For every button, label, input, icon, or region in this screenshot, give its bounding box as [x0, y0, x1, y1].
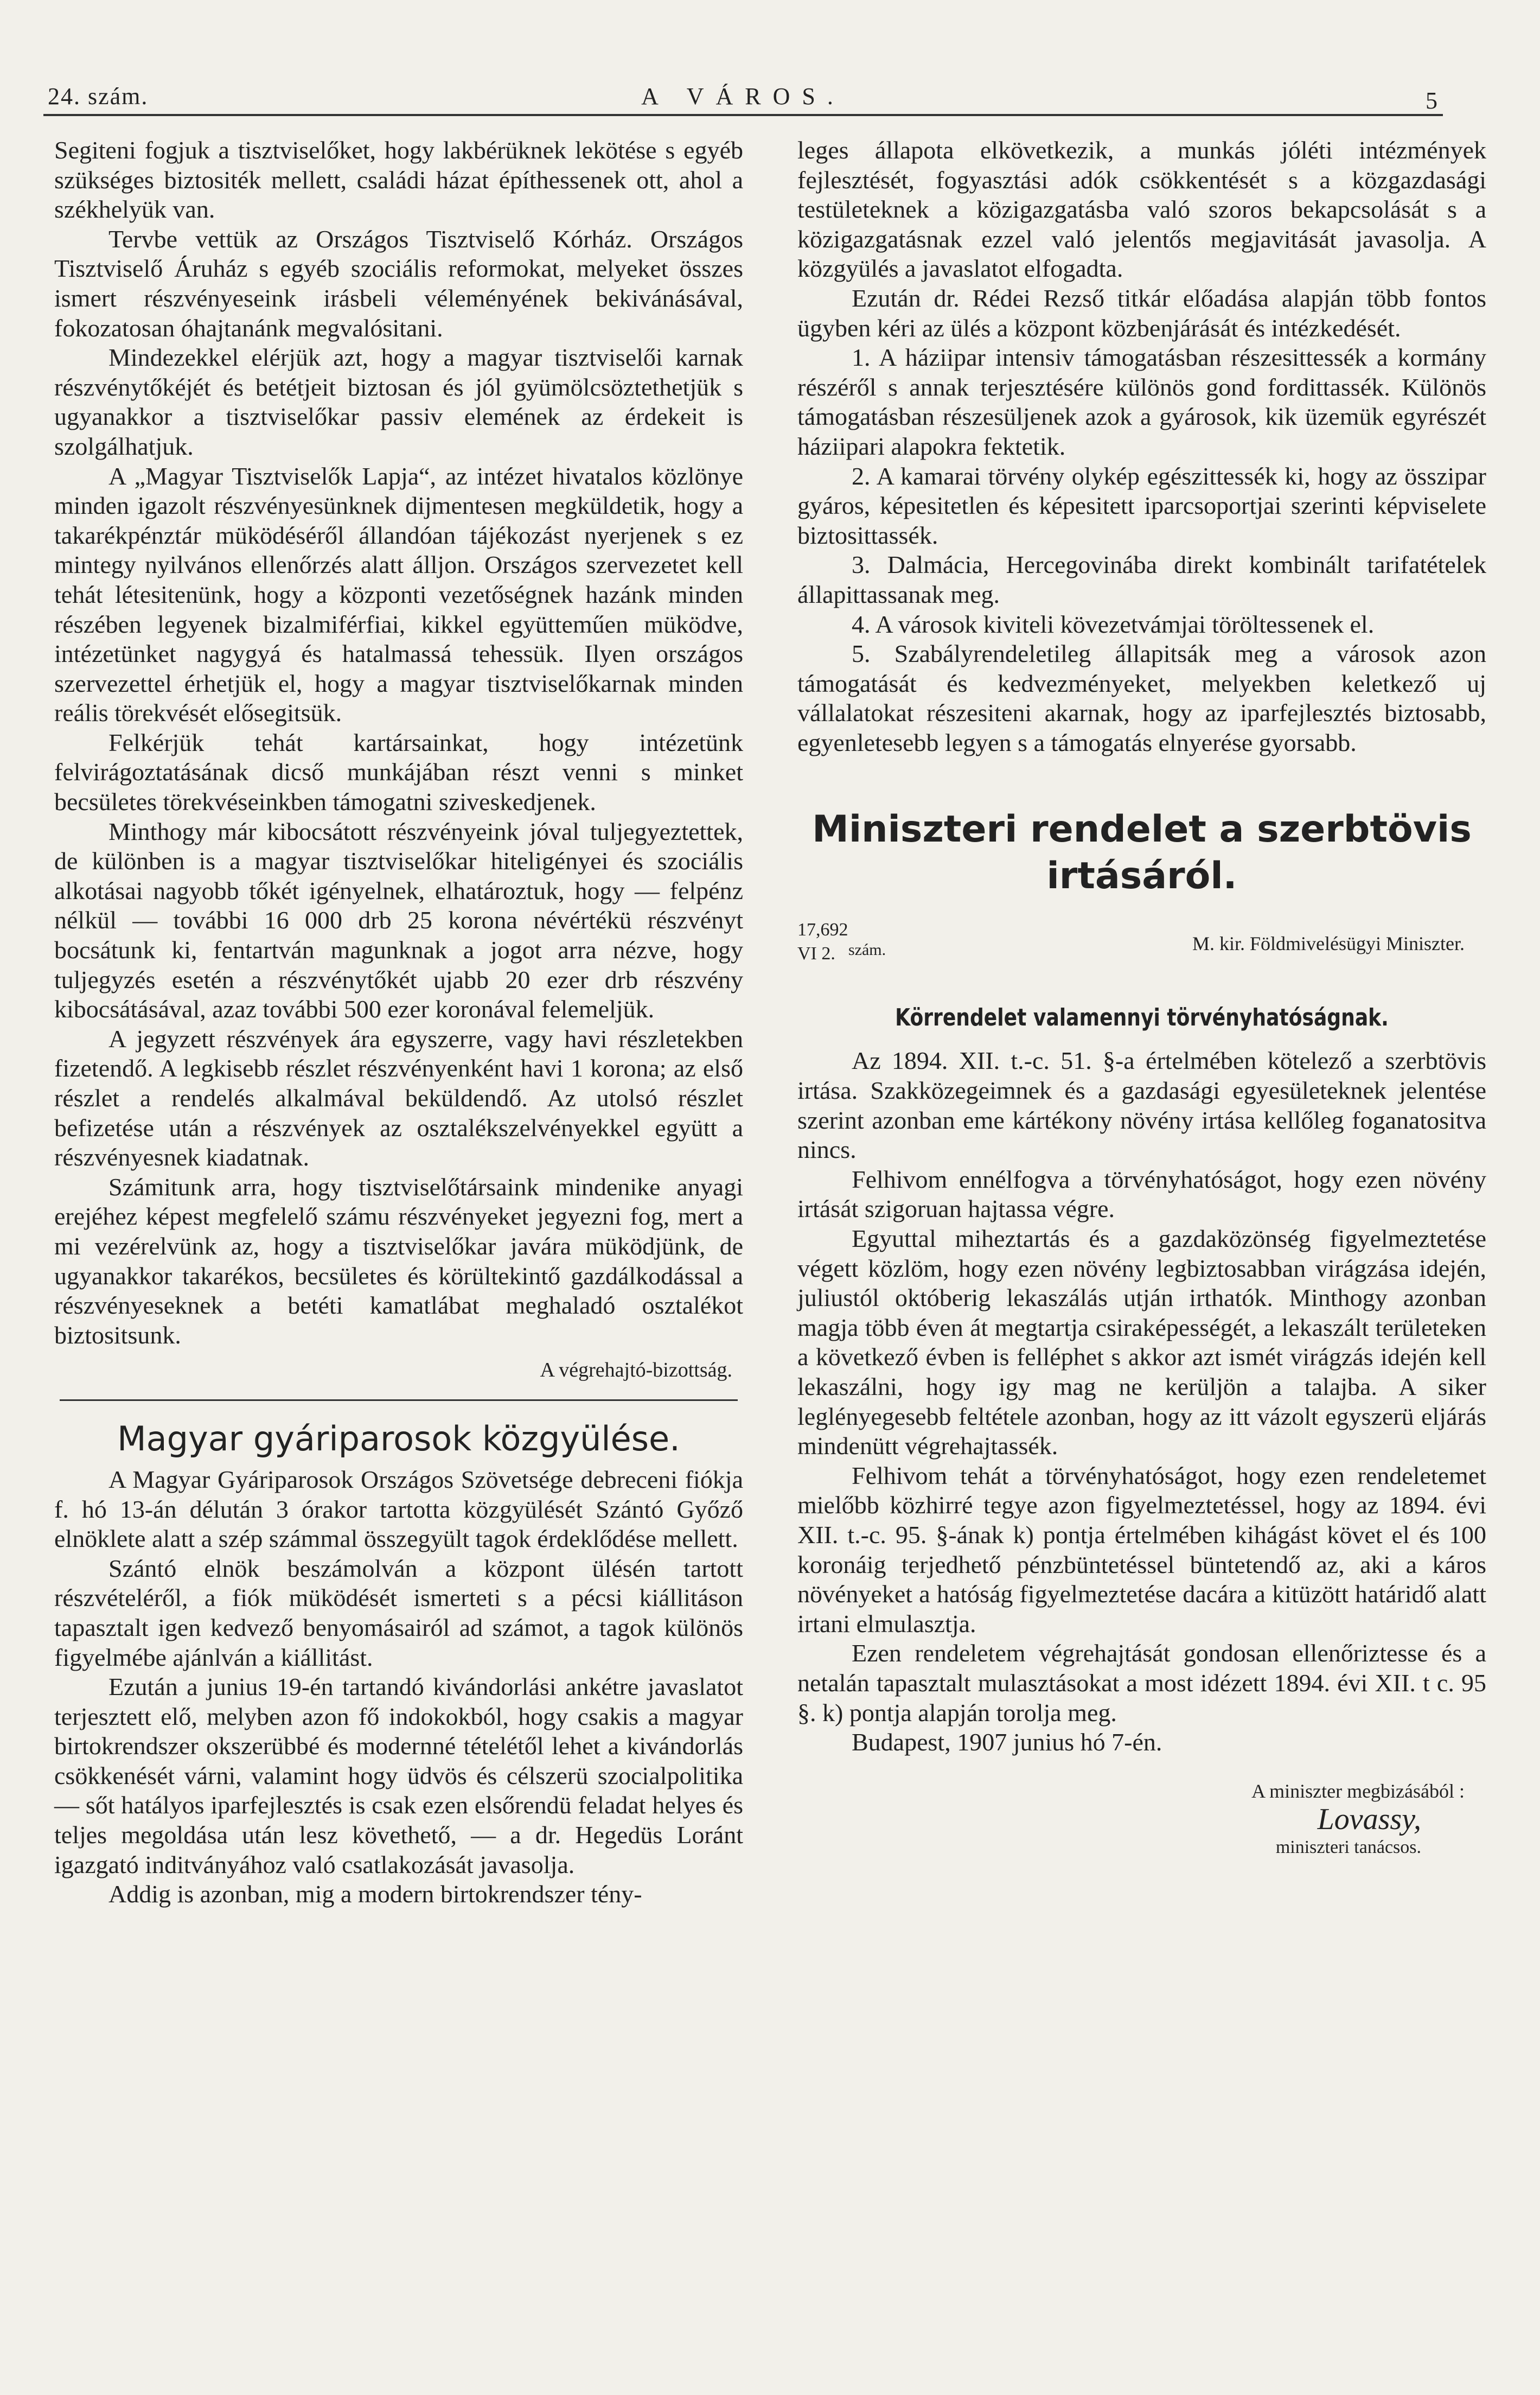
list-item: 1. A háziipar intensiv támogatásban részesittessék a kormány részéről s annak terjesztésére különös gond fordittassék. Különös támogatásban részesüljenek azok a gyárosok, kik üzemük egyrészét háziipari alapokra fektetik. [797, 343, 1486, 460]
paragraph: Segiteni fogjuk a tisztviselőket, hogy lakbérüknek lekötése s egyéb szükséges biztositék mellett, családi házat építhessenek ott, ahol a székhelyük van. [54, 136, 743, 224]
paragraph: Tervbe vettük az Országos Tisztviselő Kórház. Országos Tisztviselő Áruház s egyéb szociális reformokat, melyeket összes ismert részvényeseink irásbeli véleményének bekivánásával, fokozatosan óhajtanánk megvalósitani. [54, 225, 743, 342]
paragraph: Számitunk arra, hogy tisztviselőtársaink mindenike anyagi erejéhez képest megfelelő számu részvényeket jegyezni fog, mert a mi vezérelvünk az, hogy a tisztviselőkar javára müködjünk, de ugyanakkor takarékos, becsületes és körültekintő gazdálkodással a részvényeseknek a betéti kamatlábat meghaladó osztalékot biztositsunk. [54, 1173, 743, 1349]
paragraph: Minthogy már kibocsátott részvényeink jóval tuljegyeztettek, de különben is a magyar tisztviselőkar hiteligényei és szociális alkotásai nagyobb tőkét igényelnek, elhatároztuk, hogy — felpénz nélkül — további 16 000 drb 25 korona névértékü részvényt bocsátunk ki, fentartván magunknak a jogot arra nézve, hogy tuljegyzés esetén a részvénytőkét ujabb 20 ezer drb részvény kibocsátásával, azaz további 500 ezer koronával felemeljük. [54, 817, 743, 1023]
spacer [797, 757, 1486, 806]
paragraph: Felhivom tehát a törvényhatóságot, hogy ezen rendeletemet mielőbb közhirré tegye azon figyelmeztetéssel, hogy az 1894. évi XII. t.-c. 95. §-ának k) pontja értelmében kihágást követ el és 100 koronáig terjedhető pénzbüntetéssel büntetendő az, aki a káros növényeket a hatóság figyelmeztetése dacára a kitüzött határidő alatt irtani elmulasztja. [797, 1461, 1486, 1638]
left-column [54, 136, 743, 1909]
date-line: Budapest, 1907 junius hó 7-én. [852, 1728, 1162, 1756]
paragraph: Szántó elnök beszámolván a központ ülésén tartott részvételéről, a fiók müködését ismerteti s a pécsi kiállitáson tapasztalt igen kedvező benyomásairól ad számot, a tagok különös figyelmébe ajánlván a kiállitást. [54, 1554, 743, 1671]
page-header [43, 76, 1443, 116]
list-item: 4. A városok kiviteli kövezetvámjai töröltessenek el. [852, 610, 1375, 638]
right-column [797, 136, 1486, 1859]
decree-subheading: Körrendelet valamennyi törvényhatóságnak. [895, 1004, 1389, 1032]
decree-closing [797, 1779, 1486, 1859]
closing-line: A miniszter megbizásából : [1251, 1780, 1465, 1802]
paragraph: Ezután dr. Rédei Rezső titkár előadása alapján több fontos ügyben kéri az ülés a központ közbenjárását és intézkedését. [797, 284, 1486, 342]
paragraph: Ezután a junius 19-én tartandó kivándorlási ankétre javaslatot terjesztett elő, melyben azon fő indokokból, hogy csakis a magyar birtokrendszer okszerübbé és modernné tételétől lehet a kivándorlás csökkenését várni, valamint hogy üdvös és célszerü szocialpolitika — sőt hatályos iparfejlesztés is csak ezen elsőrendü feladat helyes és teljes megoldása után lesz követhető, — a dr. Hegedüs Loránt igazgató inditványához való csatlakozását javasolja. [54, 1673, 743, 1878]
article-heading: Magyar gyáriparosok közgyülése. [117, 1418, 680, 1458]
paragraph: Felhivom ennélfogva a törvényhatóságot, hogy ezen növény irtását szigoruan hajtassa végre. [797, 1165, 1486, 1223]
issue-number: 24. szám. [48, 83, 149, 110]
page-number: 5 [1426, 87, 1439, 114]
paragraph: A Magyar Gyáriparosok Országos Szövetsége debreceni fiókja f. hó 13-án délután 3 órakor tartotta közgyülését Szántó Győző elnöklete alatt a szép számmal összegyült tagok érdeklődése mellett. [54, 1465, 743, 1553]
paragraph: A jegyzett részvények ára egyszerre, vagy havi részletekben fizetendő. A legkisebb részlet részvényenként havi 1 korona; az első részlet a rendelés alkalmával beküldendő. Az utolsó részlet befizetése után a részvények az osztalékszelvényekkel együtt a részvényesnek kiadatnak. [54, 1024, 743, 1171]
paragraph: Egyuttal miheztartás és a gazdaközönség figyelmeztetése végett közlöm, hogy ezen növény legbiztosabban virágzása idején, juliustól októberig lekaszálás utján irthatók. Minthogy azonban magja több éven át megtartja csiraképességét, a lekaszált területeken a következő évben is felléphet s akkor azt ismét virágzás idején kell lekaszálni, hogy igy mag ne kerüljön a talajba. A siker leglényegesebb feltétele azonban, hogy az itt vázolt egyszerü eljárás mindenütt végrehajtassék. [797, 1225, 1486, 1460]
paragraph: Mindezekkel elérjük azt, hogy a magyar tisztviselői karnak részvénytőkéjét és betétjeit biztosan és jól gyümölcsöztethetjük s ugyanakkor a tisztviselőkar passiv elemének az érdekeit is szolgálhatjuk. [54, 343, 743, 460]
decree-department: VI 2. [797, 944, 835, 964]
paragraph: Az 1894. XII. t.-c. 51. §-a értelmében kötelező a szerbtövis irtása. Szakközegeimnek és a gazdasági egyesületeknek jelentése szerint azonban eme kártékony növény irtása kellőleg foganatositva nincs. [797, 1047, 1486, 1164]
signatory-role: miniszteri tanácsos. [1275, 1837, 1421, 1857]
list-item: 3. Dalmácia, Hercegovinába direkt kombinált tarifatételek állapittassanak meg. [797, 551, 1486, 608]
ministry-name: M. kir. Földmivelésügyi Miniszter. [1192, 933, 1465, 955]
decree-reference [797, 919, 1486, 979]
paragraph: leges állapota elkövetkezik, a munkás jóléti intézmények fejlesztését, fogyasztási adók csökkentését s a közgazdasági testületeknek a közigazgatásba való szoros bekapcsolását s a közigazgatásnak ezzel való jelentős megjavitását javasolja. A közgyülés a javaslatot elfogadta. [797, 136, 1486, 283]
decree-number: 17,692 [797, 920, 848, 940]
paragraph: Felkérjük tehát kartársainkat, hogy intézetünk felvirágoztatásának dicső munkájában részt venni s minket becsületes törekvéseinkben támogatni sziveskedjenek. [54, 728, 743, 816]
paragraph: A „Magyar Tisztviselők Lapja“, az intézet hivatalos közlönye minden igazolt részvényesünknek dijmentesen megküldetik, hogy a takarékpénztár müködéséről állandóan tájékozást nyerjenek s ez mintegy nyilvános ellenőrzés alatt álljon. Országos szervezetet kell tehát létesitenünk, hogy a központi vezetőségnek hazánk minden részében legyenek bizalmiférfiai, kikkel együtteműen müködve, intézetünket nagygyá és hatalmassá tehessük. Ilyen országos szervezettel érhetjük el, hogy a magyar tisztviselőkarnak minden reális törekvését elősegitsük. [54, 462, 743, 727]
section-divider [60, 1399, 738, 1401]
signatory-name: Lovassy, [1317, 1802, 1421, 1836]
list-item: 2. A kamarai törvény olykép egészittessék ki, hogy az összipar gyáros, képesitetlen és képesitett iparcsoportjai szerinti képviselete biztosittassék. [797, 462, 1486, 549]
article-signature: A végrehajtó-bizottság. [540, 1359, 732, 1382]
decree-heading: Miniszteri rendelet a szerbtövis irtásáról. [812, 808, 1472, 898]
masthead-title: A VÁROS. [641, 83, 845, 110]
list-item: 5. Szabályrendeletileg állapitsák meg a városok azon támogatását és kedvezményeket, melyekben keletkező uj vállalatokat részesiteni akarnak, hogy az iparfejlesztés biztosabb, egyenletesebb legyen s a támogatás elnyerése gyorsabb. [797, 640, 1486, 756]
paragraph: Ezen rendeletem végrehajtását gondosan ellenőriztesse és a netalán tapasztalt mulasztásokat a most idézett 1894. évi XII. t c. 95 §. k) pontja alapján torolja meg. [797, 1639, 1486, 1727]
decree-szam-label: szám. [848, 941, 886, 959]
paragraph: Addig is azonban, mig a modern birtokrendszer tény- [108, 1880, 642, 1908]
